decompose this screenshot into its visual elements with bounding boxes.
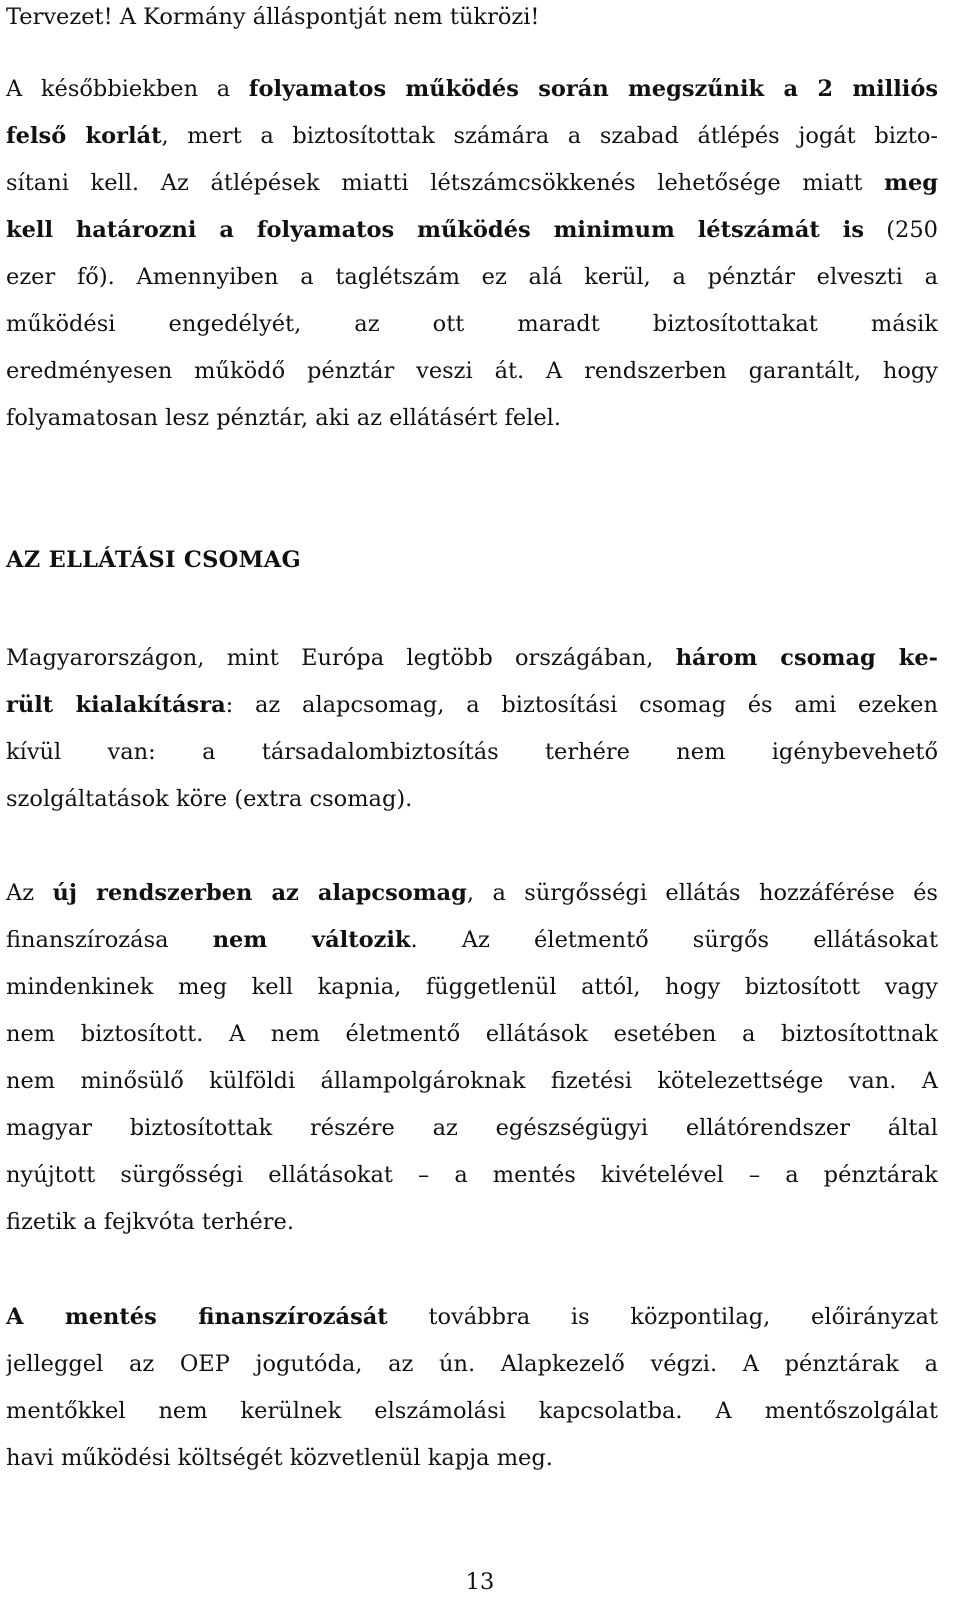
draft-notice: Tervezet! A Kormány álláspontját nem tükrözi! — [6, 4, 540, 30]
paragraph-line: Az új rendszerben az alapcsomag, a sürgősségi ellátás hozzáférése és — [6, 880, 938, 906]
paragraph-line: kívül van: a társadalombiztosítás terhére nem igénybevehető — [6, 739, 938, 765]
emphasis: felső korlát — [6, 123, 162, 149]
section-heading: AZ ELLÁTÁSI CSOMAG — [6, 547, 302, 573]
emphasis: új rendszerben az alapcsomag — [52, 880, 467, 906]
page-number: 13 — [465, 1569, 495, 1595]
paragraph-line: finanszírozása nem változik. Az életmentő sürgős ellátásokat — [6, 927, 938, 953]
paragraph-line: nyújtott sürgősségi ellátásokat – a mentés kivételével – a pénztárak — [6, 1162, 938, 1188]
paragraph-line: kell határozni a folyamatos működés minimum létszámát is (250 — [6, 217, 938, 243]
emphasis: kell határozni a folyamatos működés minimum létszámát is — [6, 217, 864, 243]
emphasis: rült kialakításra — [6, 692, 226, 718]
paragraph-line: ezer fő). Amennyiben a taglétszám ez alá kerül, a pénztár elveszti a — [6, 264, 938, 290]
paragraph-line: havi működési költségét közvetlenül kapja meg. — [6, 1445, 553, 1471]
paragraph-line: magyar biztosítottak részére az egészségügyi ellátórendszer által — [6, 1115, 938, 1141]
emphasis: három csomag ke- — [675, 645, 938, 671]
paragraph-line: Magyarországon, mint Európa legtöbb országában, három csomag ke- — [6, 645, 938, 671]
emphasis: folyamatos működés során megszűnik a 2 milliós — [248, 76, 938, 102]
paragraph-line: fizetik a fejkvóta terhére. — [6, 1209, 295, 1235]
paragraph-line: szolgáltatások köre (extra csomag). — [6, 786, 413, 812]
paragraph-line: A későbbiekben a folyamatos működés során megszűnik a 2 milliós — [6, 76, 938, 102]
paragraph-line: sítani kell. Az átlépések miatti létszámcsökkenés lehetősége miatt meg — [6, 170, 938, 196]
paragraph-line: mindenkinek meg kell kapnia, függetlenül attól, hogy biztosított vagy — [6, 974, 938, 1000]
paragraph-line: nem minősülő külföldi állampolgároknak fizetési kötelezettsége van. A — [6, 1068, 938, 1094]
paragraph-line: nem biztosított. A nem életmentő ellátások esetében a biztosítottnak — [6, 1021, 938, 1047]
emphasis: meg — [884, 170, 938, 196]
paragraph-line: folyamatosan lesz pénztár, aki az ellátásért felel. — [6, 405, 562, 431]
emphasis: A mentés finanszírozását — [6, 1304, 388, 1330]
paragraph-line: A mentés finanszírozását továbbra is központilag, előirányzat — [6, 1304, 938, 1330]
paragraph-line: eredményesen működő pénztár veszi át. A rendszerben garantált, hogy — [6, 358, 938, 384]
emphasis: nem változik — [212, 927, 411, 953]
paragraph-line: jelleggel az OEP jogutóda, az ún. Alapkezelő végzi. A pénztárak a — [6, 1351, 938, 1377]
paragraph-line: mentőkkel nem kerülnek elszámolási kapcsolatba. A mentőszolgálat — [6, 1398, 938, 1424]
paragraph-line: működési engedélyét, az ott maradt biztosítottakat másik — [6, 311, 938, 337]
paragraph-line: felső korlát, mert a biztosítottak számára a szabad átlépés jogát bizto- — [6, 123, 938, 149]
paragraph-line: rült kialakításra: az alapcsomag, a biztosítási csomag és ami ezeken — [6, 692, 938, 718]
